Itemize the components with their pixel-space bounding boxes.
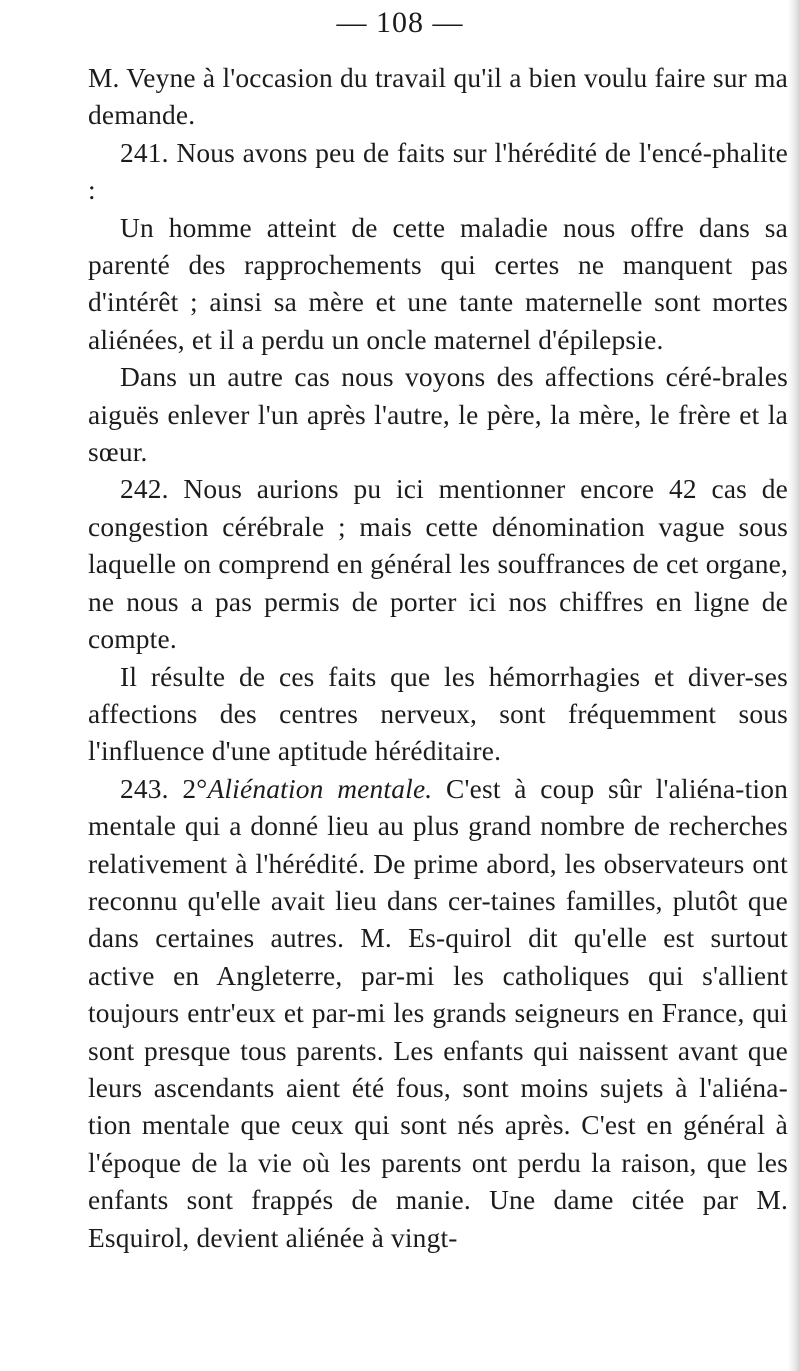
- body-text: [88, 60, 788, 1257]
- page-edge-shadow: [788, 0, 800, 1371]
- paragraph-text: C'est à coup sûr l'aliéna-tion mentale qui a donné lieu au plus grand nombre de recherches relativement à l'hérédité. De prime abord, les observateurs ont reconnu qu'elle avait lieu dans cer-taines familles, plutôt que dans certaines autres. M. Es-quirol dit qu'elle est surtout active en Angleterre, par-mi les catholiques qui s'allient toujours entr'eux et par-mi les grands seigneurs en France, qui sont presque tous parents. Les enfants qui naissent avant que leurs ascendants aient été fous, sont moins sujets à l'aliéna-tion mentale que ceux qui sont nés après. C'est en général à l'époque de la vie où les parents ont perdu la raison, que les enfants sont frappés de manie. Une dame citée par M. Esquirol, devient aliénée à vingt-: [88, 773, 788, 1253]
- paragraph-conclusion: [88, 659, 788, 771]
- paragraph-text: Il résulte de ces faits que les hémorrhagies et diver-ses affections des centres nerveux, sont fréquemment sous l'influence d'une aptitude héréditaire.: [88, 661, 788, 767]
- paragraph-241: [88, 135, 788, 210]
- section-number: 241.: [120, 137, 169, 168]
- section-number: 243.: [120, 773, 169, 804]
- paragraph-text: Nous avons peu de faits sur l'hérédité de l'encé-phalite :: [88, 137, 788, 206]
- paragraph-continuation: [88, 60, 788, 135]
- paragraph-243: [88, 771, 788, 1257]
- paragraph-text: Dans un autre cas nous voyons des affections céré-brales aiguës enlever l'un après l'autre, le père, la mère, le frère et la sœur.: [88, 362, 788, 468]
- paragraph-text: M. Veyne à l'occasion du travail qu'il a bien voulu faire sur ma demande.: [88, 63, 788, 131]
- paragraph-text: Nous aurions pu ici mentionner encore 42 cas de congestion cérébrale ; mais cette dénomination vague sous laquelle on comprend en général les souffrances de cet organe, ne nous a pas permis de porter ici nos chiffres en ligne de compte.: [88, 474, 788, 655]
- page-number: — 108 —: [336, 6, 464, 39]
- section-number: 242.: [120, 474, 169, 505]
- paragraph-case-1: [88, 210, 788, 360]
- paragraph-242: [88, 471, 788, 658]
- paragraph-text: Un homme atteint de cette maladie nous offre dans sa parenté des rapprochements qui certes ne manquent pas d'intérêt ; ainsi sa mère et une tante maternelle sont mortes aliénées, et il a perdu un oncle maternel d'épilepsie.: [88, 212, 788, 355]
- paragraph-case-2: [88, 359, 788, 471]
- section-title: Aliénation mentale.: [207, 773, 433, 804]
- subsection-marker: 2°: [168, 773, 208, 804]
